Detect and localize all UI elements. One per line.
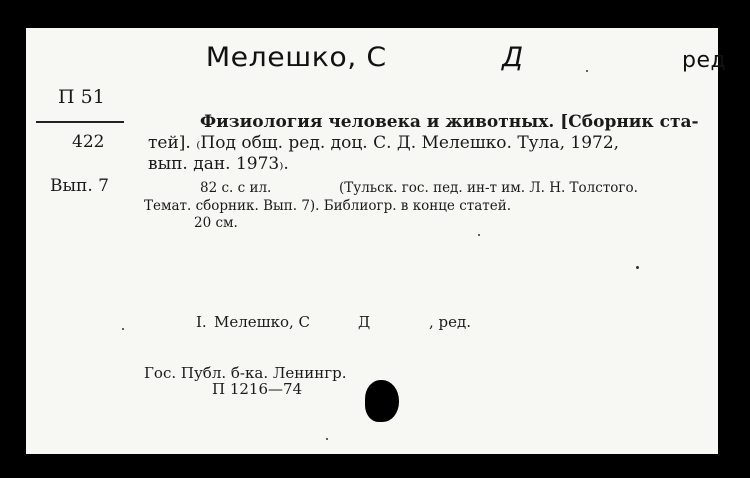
handwritten-name: Мелешко, С xyxy=(205,42,387,73)
speck xyxy=(122,328,124,330)
title-line-3: вып. дан. 1973₎. xyxy=(148,154,289,174)
catalog-card xyxy=(26,28,727,454)
library-name: Гос. Публ. б-ка. Ленингр. xyxy=(144,364,347,382)
shelf-mark: П 51 xyxy=(58,86,105,108)
ink-blot xyxy=(365,380,399,422)
tracing-role: , ред. xyxy=(429,313,472,331)
speck xyxy=(326,438,328,440)
title-line-1: Физиология человека и животных. [Сборник ста- xyxy=(200,112,699,132)
title-line-2: тей]. ₍Под общ. ред. доц. С. Д. Мелешко. Тула, 1972, xyxy=(148,133,620,153)
dimensions: 20 см. xyxy=(194,215,238,231)
speck xyxy=(586,70,588,72)
speck xyxy=(478,234,480,236)
handwritten-initial: Д xyxy=(502,42,524,73)
issue-number: Вып. 7 xyxy=(50,176,109,196)
call-number-divider xyxy=(36,121,124,123)
series-note: (Тульск. гос. пед. ин-т им. Л. Н. Толстого. xyxy=(339,180,638,196)
pagination: 82 с. с ил. xyxy=(200,180,272,196)
series-continuation: Темат. сборник. Вып. 7). Библиогр. в конце статей. xyxy=(144,198,512,214)
handwritten-role: ред xyxy=(682,48,727,73)
tracing-name: Мелешко, С xyxy=(214,313,311,331)
library-card-number: П 1216—74 xyxy=(212,380,303,398)
tracing-number: I. xyxy=(196,313,207,331)
speck xyxy=(636,266,639,269)
call-number: 422 xyxy=(72,132,105,152)
tracing-initial: Д xyxy=(358,313,371,331)
